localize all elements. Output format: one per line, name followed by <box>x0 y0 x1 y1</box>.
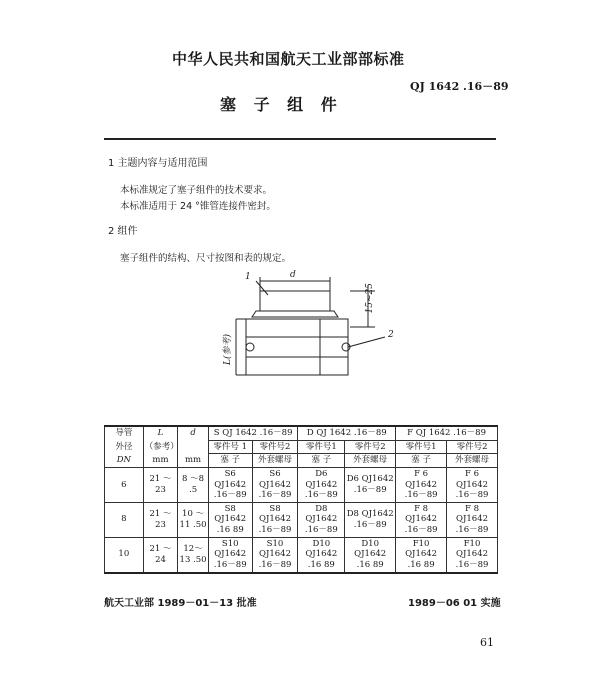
plug-label: 塞 子 <box>208 454 252 468</box>
header-mm: mm <box>143 454 178 468</box>
header-ref: （参考） <box>143 440 178 454</box>
section-1-line-2: 本标准适用于 24 °锥管连接件密封。 <box>120 201 276 212</box>
table-row <box>105 467 498 502</box>
approval-note: 航天工业部 1989－01－13 批准 <box>104 598 257 609</box>
table-header-row <box>105 454 498 468</box>
cell-f1: F 6 QJ1642 .16－89 <box>396 467 447 502</box>
cell-d: 10 ～ 11 .50 <box>178 502 209 537</box>
implementation-note: 1989－06 01 实施 <box>408 598 501 609</box>
part-number-1: 零件号1 <box>298 440 345 454</box>
standard-code: QJ 1642 .16－89 <box>410 80 509 93</box>
section-1-line-1: 本标准规定了塞子组件的技术要求。 <box>120 185 273 196</box>
cell-s2: S10 QJ1642 .16－89 <box>252 537 298 572</box>
header-mm: mm <box>178 454 209 468</box>
document-title: 塞 子 组 件 <box>220 95 343 114</box>
table-row <box>105 502 498 537</box>
part-number-1: 零件号 1 <box>208 440 252 454</box>
cell-d1: D6 QJ1642 .16－89 <box>298 467 345 502</box>
cell-f2: F 6 QJ1642 .16－89 <box>447 467 498 502</box>
part-number-1: 零件号1 <box>396 440 447 454</box>
nut-label: 外套螺母 <box>345 454 396 468</box>
nut-label: 外套螺母 <box>252 454 298 468</box>
table-header-row <box>105 426 498 440</box>
cell-d1: D8 QJ1642 .16－89 <box>298 502 345 537</box>
figure-label-1: 1 <box>245 272 251 282</box>
cell-s1: S6 QJ1642 .16－89 <box>208 467 252 502</box>
cell-L: 21 ～ 23 <box>143 502 178 537</box>
figure-label-2: 2 <box>388 330 394 340</box>
section-1-heading: 1 主题内容与适用范围 <box>108 158 208 169</box>
cell-d2: D6 QJ1642 .16－89 <box>345 467 396 502</box>
header-od: 外径 <box>105 440 144 454</box>
header-L: L <box>143 426 178 440</box>
cell-f2: F10 QJ1642 .16－89 <box>447 537 498 572</box>
group-d: D QJ 1642 .16－89 <box>298 426 396 440</box>
plug-collar <box>252 311 338 317</box>
group-s: S QJ 1642 .16－89 <box>208 426 298 440</box>
plug-top-body <box>260 291 330 311</box>
figure-label-L: L(参考) <box>223 334 233 365</box>
header-rule <box>104 138 496 140</box>
cell-d2: D10 QJ1642 .16 89 <box>345 537 396 572</box>
cell-s1: S10 QJ1642 .16－89 <box>208 537 252 572</box>
cell-dn: 6 <box>105 467 144 502</box>
nut-body <box>246 319 348 375</box>
cell-d1: D10 QJ1642 .16 89 <box>298 537 345 572</box>
cell-f1: F 8 QJ1642 .16－89 <box>396 502 447 537</box>
cell-d: 12～ 13 .50 <box>178 537 209 572</box>
figure-label-15-25: 15~25 <box>365 283 375 314</box>
table-header-row <box>105 440 498 454</box>
cell-f1: F10 QJ1642 .16 89 <box>396 537 447 572</box>
header-d: d <box>178 426 209 440</box>
cell-dn: 10 <box>105 537 144 572</box>
cell-L: 21 ～ 23 <box>143 467 178 502</box>
part-number-2: 零件号2 <box>447 440 498 454</box>
table-row <box>105 537 498 572</box>
section-2-heading: 2 组件 <box>108 226 138 237</box>
page-number: 61 <box>480 636 494 649</box>
plug-label: 塞 子 <box>298 454 345 468</box>
plug-label: 塞 子 <box>396 454 447 468</box>
cell-s1: S8 QJ1642 .16 89 <box>208 502 252 537</box>
cell-f2: F 8 QJ1642 .16－89 <box>447 502 498 537</box>
header-pipe: 导管 <box>105 426 144 440</box>
cell-s2: S6 QJ1642 .16－89 <box>252 467 298 502</box>
cell-s2: S8 QJ1642 .16－89 <box>252 502 298 537</box>
plug-assembly-drawing <box>200 265 430 385</box>
cell-d2: D8 QJ1642 .16－89 <box>345 502 396 537</box>
cell-d: 8 ～8 .5 <box>178 467 209 502</box>
spec-table <box>104 425 498 574</box>
group-f: F QJ 1642 .16－89 <box>396 426 498 440</box>
part-number-2: 零件号2 <box>252 440 298 454</box>
figure-label-d: d <box>290 270 296 280</box>
nut-label: 外套螺母 <box>447 454 498 468</box>
part-number-2: 零件号2 <box>345 440 396 454</box>
header-dn: DN <box>105 454 144 468</box>
section-2-line-1: 塞子组件的结构、尺寸按图和表的规定。 <box>120 253 292 264</box>
standard-org-title: 中华人民共和国航天工业部部标准 <box>172 50 405 68</box>
cell-L: 21 ～ 24 <box>143 537 178 572</box>
cell-dn: 8 <box>105 502 144 537</box>
